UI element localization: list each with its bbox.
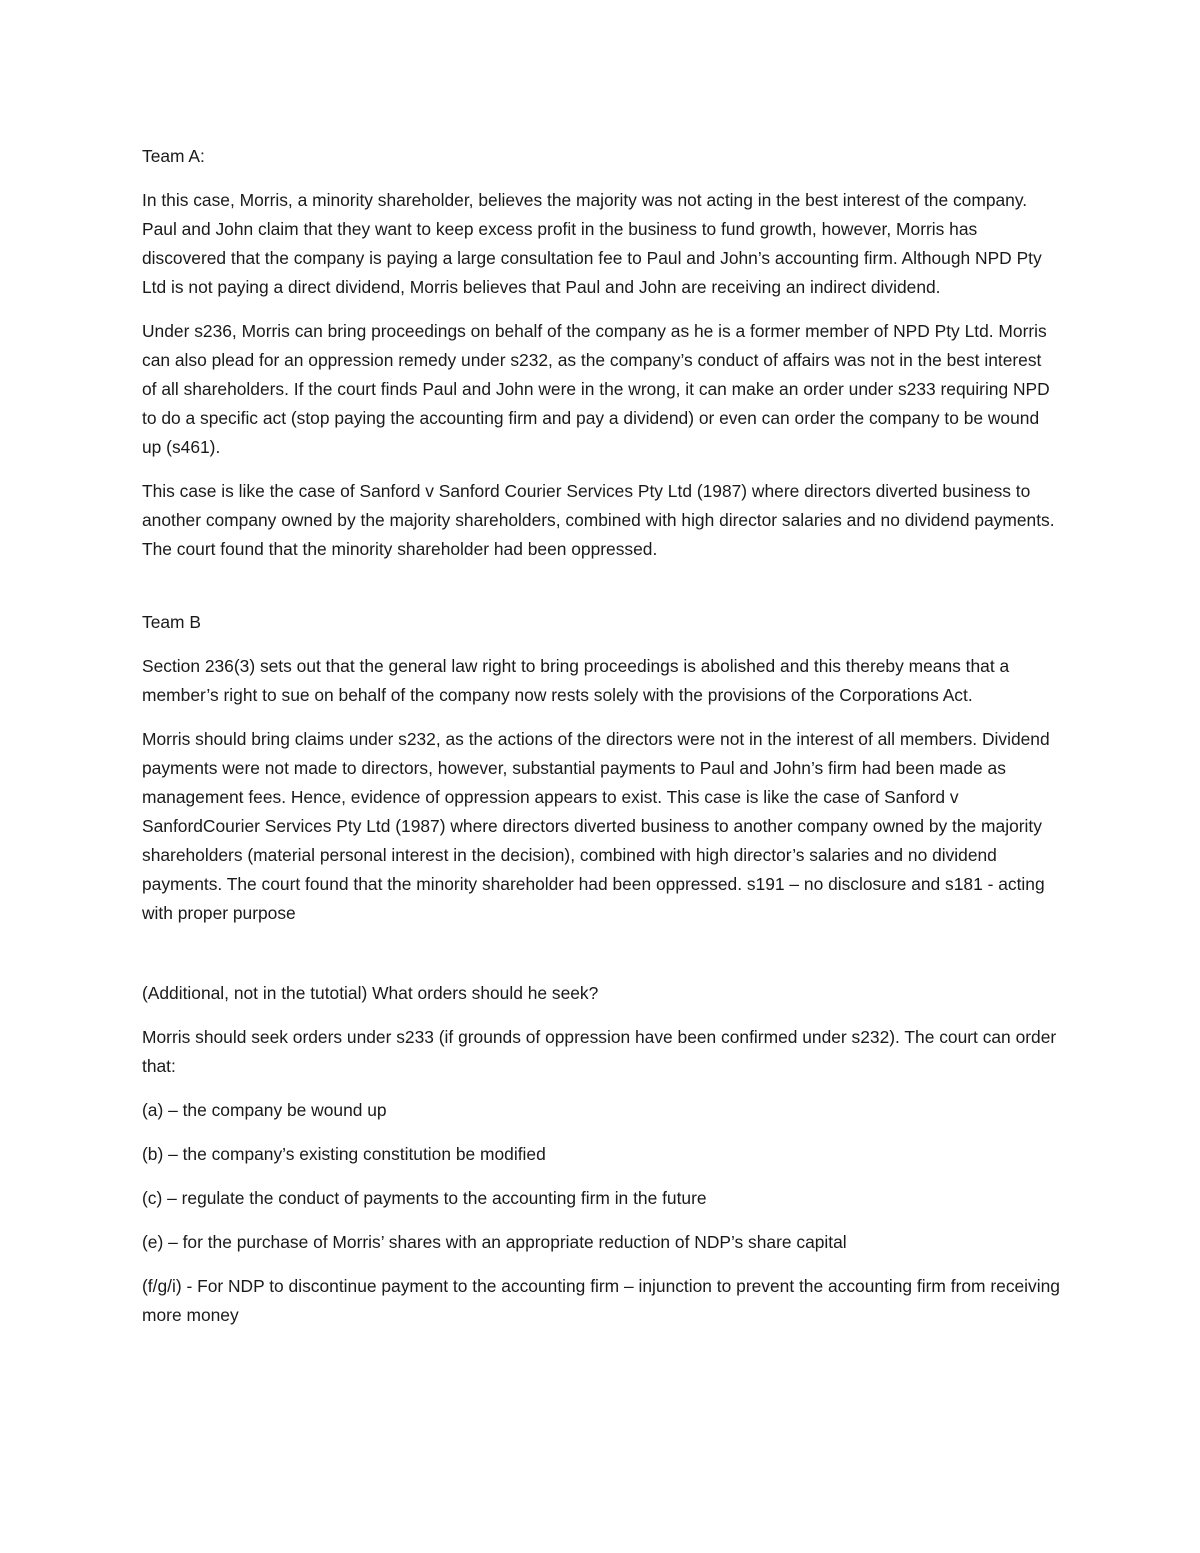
additional-question: (Additional, not in the tutotial) What orders should he seek? (142, 983, 599, 1003)
document-body (142, 142, 1060, 1345)
team-a-heading: Team A: (142, 146, 205, 166)
additional-intro: Morris should seek orders under s233 (if grounds of oppression have been confirmed under s232). The court can order that: (142, 1027, 1057, 1076)
order-item-f-g-i: (f/g/i) - For NDP to discontinue payment to the accounting firm – injunction to prevent the accounting firm from receiving more money (142, 1276, 1060, 1325)
order-item-e: (e) – for the purchase of Morris’ shares with an appropriate reduction of NDP’s share capital (142, 1232, 847, 1252)
team-b-paragraph-2: Morris should bring claims under s232, as the actions of the directors were not in the interest of all members. Dividend payments were not made to directors, however, substantial payments to Paul and John’s firm had been made as management fees. Hence, evidence of oppression appears to exist. This case is like the case of Sanford v SanfordCourier Services Pty Ltd (1987) where directors diverted business to another company owned by the majority shareholders (material personal interest in the decision), combined with high director’s salaries and no dividend payments. The court found that the minority shareholder had been oppressed. s191 – no disclosure and s181 - acting with proper purpose (142, 729, 1050, 923)
team-b-heading: Team B (142, 612, 201, 632)
team-b-paragraph-1: Section 236(3) sets out that the general law right to bring proceedings is abolished and this thereby means that a member’s right to sue on behalf of the company now rests solely with the provisions of the Corporations Act. (142, 656, 1010, 705)
team-a-paragraph-3: This case is like the case of Sanford v Sanford Courier Services Pty Ltd (1987) where directors diverted business to another company owned by the majority shareholders, combined with high director salaries and no dividend payments. The court found that the minority shareholder had been oppressed. (142, 481, 1055, 559)
team-a-paragraph-2: Under s236, Morris can bring proceedings on behalf of the company as he is a former member of NPD Pty Ltd. Morris can also plead for an oppression remedy under s232, as the company’s conduct of affairs was not in the best interest of all shareholders. If the court finds Paul and John were in the wrong, it can make an order under s233 requiring NPD to do a specific act (stop paying the accounting firm and pay a dividend) or even can order the company to be wound up (s461). (142, 321, 1050, 457)
team-a-paragraph-1: In this case, Morris, a minority shareholder, believes the majority was not acting in the best interest of the company. Paul and John claim that they want to keep excess profit in the business to fund growth, however, Morris has discovered that the company is paying a large consultation fee to Paul and John’s accounting firm. Although NPD Pty Ltd is not paying a direct dividend, Morris believes that Paul and John are receiving an indirect dividend. (142, 190, 1042, 297)
order-item-a: (a) – the company be wound up (142, 1100, 387, 1120)
order-item-b: (b) – the company’s existing constitution be modified (142, 1144, 546, 1164)
order-item-c: (c) – regulate the conduct of payments to the accounting firm in the future (142, 1188, 707, 1208)
